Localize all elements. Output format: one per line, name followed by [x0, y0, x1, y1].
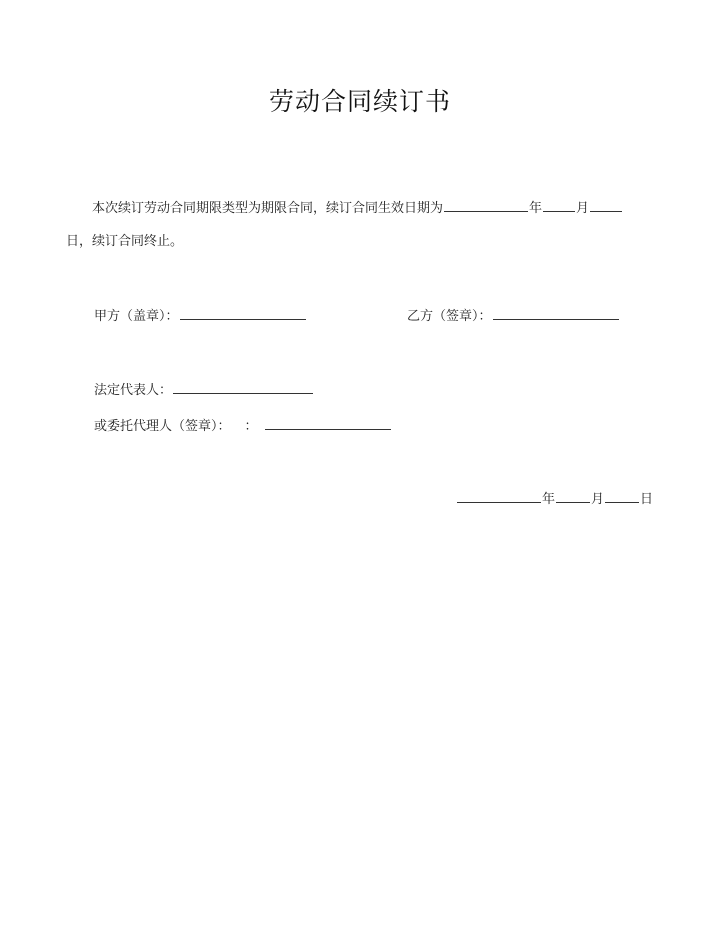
effective-month-blank[interactable] [543, 199, 575, 212]
effective-day-blank[interactable] [590, 199, 622, 212]
party-a-row [94, 307, 307, 325]
renewal-text: 本次续订劳动合同期限类型为期限合同，续订合同生效日期为 [92, 201, 444, 216]
footer-year-blank[interactable] [457, 490, 541, 503]
month-label: 月 [576, 201, 590, 216]
legal-rep-signature-field[interactable] [173, 381, 313, 394]
document-title: 劳动合同续订书 [268, 87, 451, 116]
renewal-paragraph-line1 [92, 199, 623, 217]
footer-month-label: 月 [591, 492, 605, 507]
footer-day-blank[interactable] [605, 490, 639, 503]
footer-year-label: 年 [542, 492, 556, 507]
party-a-label: 甲方（盖章）： [94, 309, 179, 324]
agent-signature-field[interactable] [265, 417, 391, 430]
renewal-paragraph-line2: 日，续订合同终止。 [66, 234, 184, 249]
legal-rep-label: 法定代表人： [94, 383, 173, 398]
effective-year-blank[interactable] [444, 199, 528, 212]
footer-day-label: 日 [640, 492, 654, 507]
party-b-label: 乙方（签章）： [407, 309, 492, 324]
party-a-signature-field[interactable] [180, 307, 306, 320]
agent-label: 或委托代理人（签章）： [94, 419, 231, 434]
agent-extra-colon: ： [244, 419, 258, 434]
year-label: 年 [529, 201, 543, 216]
agent-row [94, 417, 392, 435]
party-b-signature-field[interactable] [493, 307, 619, 320]
party-b-row [407, 307, 620, 325]
footer-month-blank[interactable] [556, 490, 590, 503]
legal-rep-row [94, 381, 314, 399]
date-footer [456, 490, 653, 508]
